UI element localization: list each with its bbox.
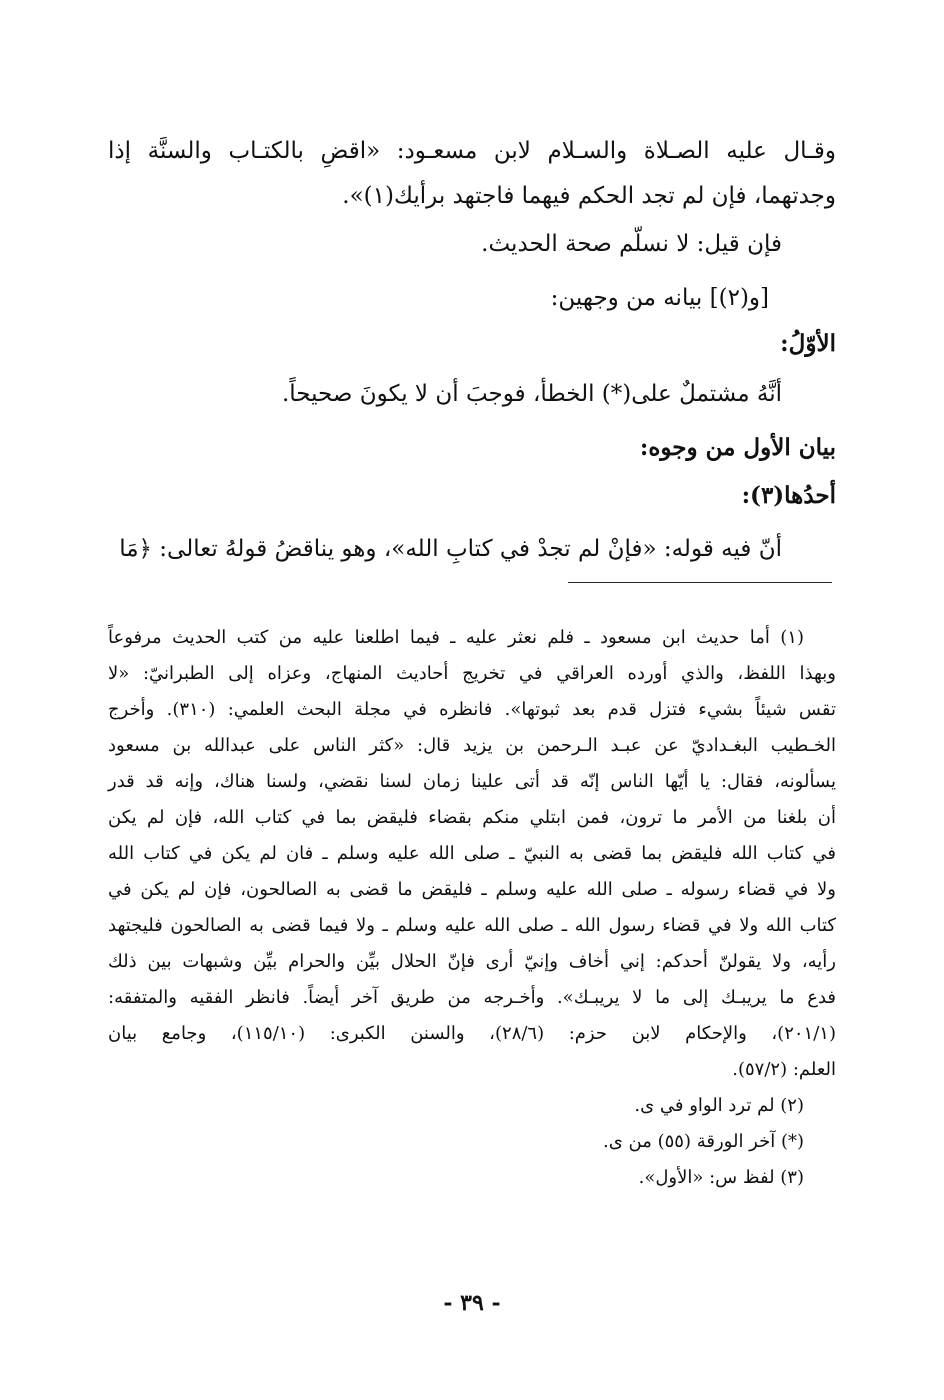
footnote-1-line-8: ولا في قضاء رسوله ـ صلى الله عليه وسلم ـ فليقض ما قضى به الصالحون، فإن لم يكن في bbox=[108, 879, 836, 900]
body-line-2: وجدتهما، فإن لم تجد الحكم فيهما فاجتهد برأيك(١)». bbox=[342, 183, 836, 209]
footnote-separator bbox=[568, 582, 832, 583]
footnote-1-line-13: العلم: (٥٧/٢). bbox=[732, 1059, 836, 1080]
footnote-3: (٣) لفظ س: «الأول». bbox=[638, 1167, 804, 1188]
section-heading-first: الأوّلُ: bbox=[780, 330, 836, 357]
section-heading-bayan bbox=[640, 432, 836, 464]
footnote-1-line-5: يسألونه، فقال: يا أيّها الناس إنّه قد أتى علينا زمان لسنا نقضي، ولسنا هناك، وإنه قد قدر bbox=[108, 771, 836, 792]
footnote-2: (٢) لم ترد الواو في ى. bbox=[634, 1095, 804, 1116]
footnote-1-line-12: (٢٠١/١)، والإحكام لابن حزم: (٢٨/٦)، والسنن الكبرى: (١١٥/١٠)، وجامع بيان bbox=[108, 1023, 836, 1044]
body-line-1: وقـال عليه الصـلاة والسـلام لابن مسعـود: «اقضِ بالكتـاب والسنَّة إذا bbox=[108, 138, 836, 164]
body-line-9: أنّ فيه قوله: «فإنْ لم تجدْ في كتابِ الله»، وهو يناقضُ قولهُ تعالى: ﴿مَا bbox=[119, 536, 782, 562]
body-line-3: فإن قيل: لا نسلّم صحة الحديث. bbox=[481, 231, 782, 257]
footnote-1-line-4: الخـطيب البغـداديّ عن عبـد الـرحمن بن يزيد قال: «كثر الناس على عبدالله بن مسعود bbox=[108, 735, 836, 756]
footnote-1-line-2: وبهذا اللفظ، والذي أورده العراقي في تخريج أحاديث المنهاج، وعزاه إلى الطبرانيّ: «لا bbox=[108, 663, 836, 684]
footnote-1-line-11: فدع ما يريبـك إلى ما لا يريبـك». وأخـرجه من طريق آخر أيضاً. فانظر الفقيه والمتفقه: bbox=[108, 987, 836, 1008]
footnote-star: (*) آخر الورقة (٥٥) من ى. bbox=[603, 1131, 804, 1152]
body-line-6: أنَّهُ مشتملٌ على(*) الخطأ، فوجبَ أن لا يكونَ صحيحاً. bbox=[281, 381, 782, 407]
footnote-1-line-10: رأيه، ولا يقولنّ أحدكم: إني أخاف وإنيّ أرى فإنّ الحلال بيِّن والحرام بيِّن وشبهات بين ذلك bbox=[108, 951, 836, 972]
footnote-1-line-9: كتاب الله ولا في قضاء رسول الله ـ صلى الله عليه وسلم ـ ولا فيما قضى به الصالحون فليجتهد bbox=[108, 915, 836, 936]
bayan-label: بيان الأول من وجوه: bbox=[639, 434, 836, 461]
section-heading-ahaduha: أحدُها(٣): bbox=[741, 482, 836, 509]
footnote-1-line-6: أن بلغنا من الأمر ما ترون، فمن ابتلي منكم بقضاء فليقض بما في كتاب الله، فإن لم يكن bbox=[108, 807, 836, 828]
body-line-4: [و(٢)] بيانه من وجهين: bbox=[550, 285, 769, 311]
footnote-1-line-3: تقس شيئاً بشيء فتزل قدم بعد ثبوتها». فانظره في مجلة البحث العلمي: (٣١٠). وأخرج bbox=[108, 699, 836, 720]
page-number: - ٣٩ - bbox=[443, 1290, 501, 1316]
footnote-1-line-7: في كتاب الله فليقض بما قضى به النبيّ ـ صلى الله عليه وسلم ـ فان لم يكن في كتاب الله bbox=[108, 843, 836, 864]
footnote-1-line-1: (١) أما حديث ابن مسعود ـ فلم نعثر عليه ـ فيما اطلعنا عليه من كتب الحديث مرفوعاً bbox=[108, 627, 804, 648]
